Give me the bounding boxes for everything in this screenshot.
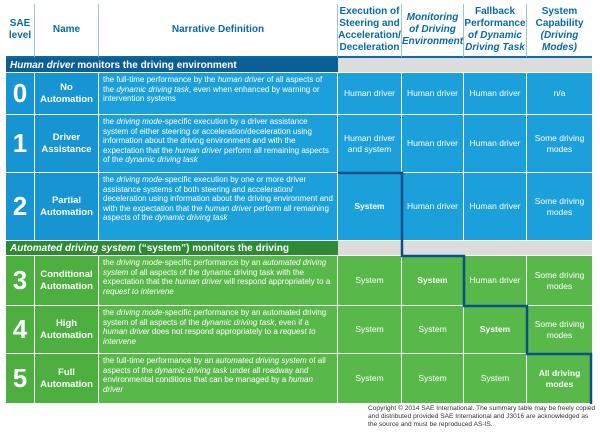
definition-segment: under all roadway and environmental conditions that can be managed by a <box>103 365 309 385</box>
monitoring-value: System <box>402 354 464 404</box>
header-execution-line2: Steering and <box>339 18 400 29</box>
header-execution-line1: Execution of <box>339 6 400 17</box>
level-number: 3 <box>6 256 35 306</box>
header-fallback-line2: Performance <box>464 18 526 29</box>
level-name: Driver Assistance <box>35 115 99 173</box>
fallback-value: Human driver <box>464 73 527 115</box>
definition-segment: automated driving system <box>103 258 327 277</box>
definition-segment: the <box>103 117 117 126</box>
header-fallback-line4: Driving Task <box>465 42 525 53</box>
level-number: 0 <box>6 73 35 115</box>
section-human-bold: Human driver <box>10 60 75 71</box>
level-name: Partial Automation <box>35 173 99 241</box>
header-fallback-line1: Fallback <box>474 6 516 17</box>
level-name: High Automation <box>35 306 99 354</box>
level-5-row <box>6 354 592 404</box>
level-number: 2 <box>6 173 35 241</box>
section-human-spacer <box>338 58 592 72</box>
definition-text <box>103 175 333 223</box>
header-monitoring <box>402 4 464 58</box>
section-system-monitors <box>6 241 592 256</box>
definition-segment: the <box>103 258 117 267</box>
definition-segment: -specific performance by an <box>162 258 263 267</box>
capability-value: Some driving modes <box>527 256 592 306</box>
capability-value: Some driving modes <box>527 173 592 241</box>
header-execution-line4: Deceleration <box>339 42 400 53</box>
definition-segment: human driver <box>103 327 150 337</box>
header-level-line1: SAE <box>9 18 31 29</box>
execution-value: System <box>338 306 402 354</box>
execution-value: System <box>338 256 402 306</box>
definition-segment: human driver <box>175 145 222 155</box>
header-name: Name <box>35 4 99 58</box>
definition-segment: of all aspects of the dynamic driving task with the expectation that the <box>103 267 304 287</box>
section-system-label <box>6 241 338 255</box>
definition-segment: , even when enhanced by warning or intervention systems <box>103 84 320 104</box>
level-name: Conditional Automation <box>35 256 99 306</box>
capability-value: Some driving modes <box>527 306 592 354</box>
level-definition <box>99 73 338 115</box>
monitoring-value: Human driver <box>402 73 464 115</box>
capability-value: n/a <box>527 73 592 115</box>
definition-segment: dynamic driving task <box>155 365 228 375</box>
header-monitoring-line3: Environment <box>401 36 464 47</box>
definition-segment: of all aspects of the <box>103 75 323 94</box>
definition-segment: will respond appropriately to a <box>221 277 331 287</box>
definition-segment: the <box>103 175 117 184</box>
header-execution-line3: Acceleration/ <box>338 30 401 41</box>
section-human-label <box>6 58 338 72</box>
header-monitoring-line1: Monitoring <box>406 12 459 23</box>
definition-segment: , even if a <box>274 317 309 327</box>
header-fallback <box>464 4 527 58</box>
definition-segment: of all aspects of the <box>103 356 326 375</box>
definition-text <box>103 75 333 104</box>
definition-segment: human driver <box>103 375 313 394</box>
capability-value: All driving modes <box>527 354 592 404</box>
definition-segment: driving mode <box>116 175 163 184</box>
definition-text <box>103 356 333 394</box>
level-definition <box>99 173 338 241</box>
level-number: 1 <box>6 115 35 173</box>
level-number: 4 <box>6 306 35 354</box>
level-4-row <box>6 306 592 354</box>
definition-segment: human driver <box>204 203 252 213</box>
level-1-row <box>6 115 592 173</box>
level-definition <box>99 306 338 354</box>
header-capability <box>527 4 592 58</box>
level-name: No Automation <box>35 73 99 115</box>
definition-segment: -specific performance by an automated driving system of all aspects of the <box>103 308 327 327</box>
definition-segment: request to intervene <box>103 327 316 346</box>
definition-segment: perform all remaining aspects of the <box>103 145 329 165</box>
fallback-value: Human driver <box>464 173 527 241</box>
fallback-value: System <box>464 306 527 354</box>
definition-segment: the <box>103 308 117 317</box>
header-sae-level <box>6 4 35 58</box>
fallback-value: Human driver <box>464 256 527 306</box>
level-definition <box>99 354 338 404</box>
definition-segment: the full-time performance by the <box>103 75 218 84</box>
level-3-row <box>6 256 592 306</box>
level-2-row <box>6 173 592 241</box>
level-number: 5 <box>6 354 35 404</box>
header-capability-line4: Modes) <box>542 42 577 53</box>
section-system-rest: (“system”) monitors the driving <box>138 243 289 254</box>
level-0-row <box>6 73 592 115</box>
sae-levels-table <box>6 4 592 404</box>
table-header <box>6 4 592 58</box>
monitoring-value: Human driver <box>402 115 464 173</box>
definition-segment: the full-time performance by an <box>103 356 216 365</box>
execution-value: System <box>338 173 402 241</box>
section-system-bold: Automated driving system <box>10 243 136 254</box>
fallback-value: System <box>464 354 527 404</box>
definition-segment: dynamic driving task <box>125 155 198 165</box>
header-capability-line3: (Driving <box>540 30 579 41</box>
header-execution <box>338 4 402 58</box>
monitoring-value: System <box>402 256 464 306</box>
execution-value: Human driver <box>338 73 402 115</box>
level-name: Full Automation <box>35 354 99 404</box>
execution-value: Human driver and system <box>338 115 402 173</box>
header-fallback-line3: of Dynamic <box>468 30 522 41</box>
section-human-rest: monitors the driving environment <box>74 60 237 71</box>
definition-segment: driving mode <box>116 117 163 126</box>
level-definition <box>99 256 338 306</box>
definition-text <box>103 308 333 346</box>
fallback-value: Human driver <box>464 115 527 173</box>
section-human-monitors <box>6 58 592 73</box>
capability-value: Some driving modes <box>527 115 592 173</box>
copyright-notice: Copyright © 2014 SAE International. The summary table may be freely copied and distributed provided SAE International and J3016 are acknowledged as the source and must be reproduced AS-IS. <box>368 405 596 428</box>
definition-segment: -specific execution by a driver assistance system of either steering or acceleration/deceleration using information about the driving environment and with the expectation that the <box>103 117 312 155</box>
monitoring-value: System <box>402 306 464 354</box>
definition-segment: perform all remaining aspects of the <box>103 203 329 223</box>
definition-segment: human driver <box>175 277 222 287</box>
definition-segment: dynamic driving task <box>116 84 189 94</box>
definition-segment: -specific execution by one or more driver assistance systems of both steering and acceleration/ deceleration using information about the driving environment and with the expectation that the <box>103 175 333 213</box>
definition-text <box>103 258 333 296</box>
header-capability-line1: System <box>541 6 578 17</box>
definition-segment: driving mode <box>116 258 163 267</box>
header-monitoring-line2: of Driving <box>409 24 456 35</box>
definition-segment: request to intervene <box>103 286 174 296</box>
definition-segment: dynamic driving task <box>201 317 275 327</box>
definition-segment: human driver <box>217 75 265 84</box>
level-definition <box>99 115 338 173</box>
definition-segment: dynamic driving task <box>155 213 228 223</box>
monitoring-value: Human driver <box>402 173 464 241</box>
definition-segment: automated driving system <box>215 356 307 365</box>
header-definition: Narrative Definition <box>99 4 338 58</box>
header-level-line2: level <box>8 30 32 41</box>
definition-segment: driving mode <box>116 308 163 317</box>
definition-segment: does not respond appropriately to a <box>149 327 280 337</box>
header-capability-line2: Capability <box>535 18 584 29</box>
definition-text <box>103 117 333 165</box>
execution-value: System <box>338 354 402 404</box>
section-system-spacer <box>338 241 592 255</box>
